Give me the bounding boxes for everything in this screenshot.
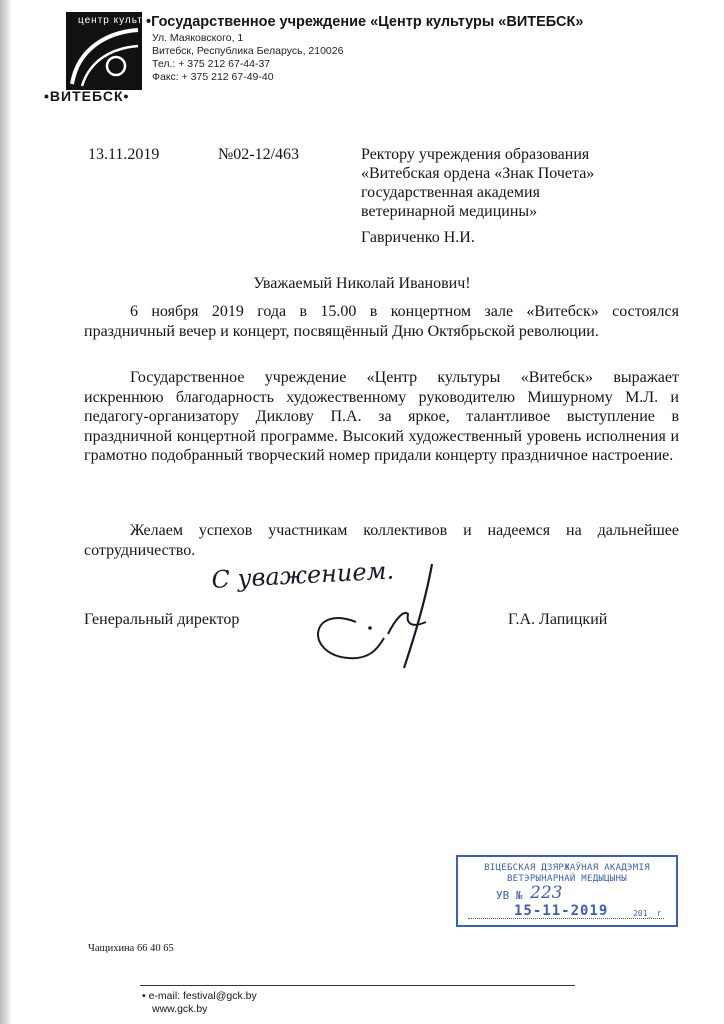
signatory-title: Генеральный директор xyxy=(84,611,240,628)
address-city: Витебск, Республика Беларусь, 210026 xyxy=(152,45,344,57)
stamp-year: 201_ г xyxy=(633,909,662,918)
recipient-line: «Витебская ордена «Знак Почета» xyxy=(361,165,595,182)
footer-website: www.gck.by xyxy=(152,1003,208,1015)
paragraph: 6 ноября 2019 года в 15.00 в концертном зале «Витебск» состоялся праздничный вечер и концерт, посвящённый Дню Октябрьской революции. xyxy=(84,303,679,340)
stamp-org-line: ВІЦЕБСКАЯ ДЗЯРЖАЎНАЯ АКАДЭМІЯ xyxy=(484,863,650,873)
address-street: Ул. Маяковского, 1 xyxy=(152,32,244,44)
recipient-line: государственная академия xyxy=(361,184,540,201)
recipient-block xyxy=(361,145,681,221)
paragraph: Государственное учреждение «Центр культуры «Витебск» выражает искреннюю благодарность художественному руководителю Мишурному М.Л. и педагогу-организатору Диклову П.А. за яркое, талантливое выступление в праздничной концертной программе. Высокий художественный уровень исполнения и грамотно подобранный творческий номер придали концерту праздничное настроение. xyxy=(84,369,679,464)
paragraph: Желаем успехов участникам коллективов и надеемся на дальнейшее сотрудничество. xyxy=(84,522,679,559)
footer-email: • e-mail: festival@gck.by xyxy=(142,990,257,1002)
footer-divider xyxy=(140,985,575,986)
stamp-reg-number: 223 xyxy=(530,883,563,903)
recipient-name: Гавриченко Н.И. xyxy=(361,229,475,246)
scan-edge-shadow xyxy=(0,0,12,1024)
handwritten-closing: С уважением. xyxy=(210,556,395,594)
phone: Тел.: + 375 212 67-44-37 xyxy=(152,58,271,70)
greeting: Уважаемый Николай Иванович! xyxy=(253,275,471,292)
stamp-divider xyxy=(468,918,664,919)
recipient-line: Ректору учреждения образования xyxy=(361,146,590,163)
signatory-name: Г.А. Лапицкий xyxy=(508,611,608,628)
org-name: •Государственное учреждение «Центр культуры «ВИТЕБСК» xyxy=(146,14,584,30)
stamp-date: 15-11-2019 xyxy=(514,903,609,919)
letter-date: 13.11.2019 xyxy=(88,146,160,163)
letter-number xyxy=(218,145,299,164)
logo-text: •ВИТЕБСК• xyxy=(44,88,130,104)
number-value: 02-12/463 xyxy=(233,146,300,163)
stamp-org-line: ВЕТЭРЫНАРНАЙ МЕДЫЦЫНЫ xyxy=(506,874,628,884)
fax: Факс: + 375 212 67-49-40 xyxy=(152,71,274,83)
stamp-reg-label: УВ № xyxy=(496,889,523,902)
logo-top-text: центр культуры xyxy=(78,15,164,26)
recipient-line: ветеринарной медицины» xyxy=(361,203,538,220)
executor-contact: Чащихина 66 40 65 xyxy=(88,943,174,954)
number-label: № xyxy=(218,146,234,163)
registration-stamp xyxy=(456,855,678,927)
